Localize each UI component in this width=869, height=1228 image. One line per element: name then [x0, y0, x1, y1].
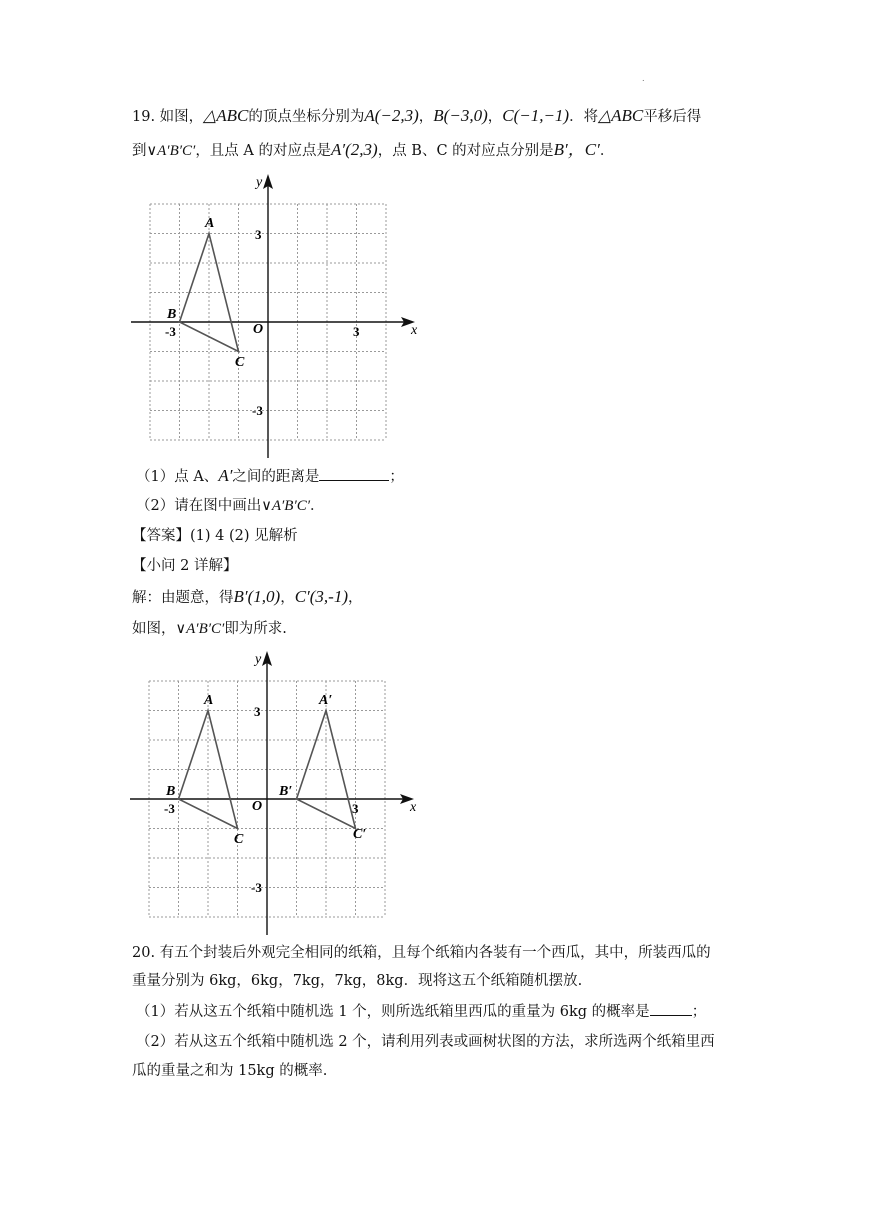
y-axis-label: y — [256, 175, 263, 190]
coordinate-figure-2 — [124, 645, 424, 937]
tick-x-pos3: 3 — [352, 801, 359, 816]
q19-text: ．将 — [569, 109, 599, 125]
q19-text: ，且点 A 的对应点是 — [195, 143, 332, 159]
tick-y-pos3: 3 — [255, 227, 262, 242]
tick-x-neg3: -3 — [164, 801, 175, 816]
origin-label: O — [252, 799, 263, 814]
triangle-a2b2c2: A′B′C′ — [271, 498, 311, 514]
detail-title: 【小问 2 详解】 — [132, 558, 238, 574]
label-b-prime: B′ — [279, 784, 293, 799]
point-b2-coord: B′(1,0) — [233, 587, 281, 606]
sub1-text: 之间的距离是 — [232, 469, 320, 485]
answer-blank[interactable] — [650, 1001, 692, 1016]
sub2-text: （2）请在图中画出∨ — [136, 498, 272, 514]
point-c2-coord: C′(3,-1) — [294, 587, 348, 606]
sub2-text: ． — [310, 498, 325, 514]
label-b: B — [167, 307, 177, 322]
answer-line: 【答案】(1) 4 (2) 见解析 — [132, 528, 298, 544]
solution-line1 — [132, 587, 362, 608]
q20-line1: 20. 有五个封装后外观完全相同的纸箱，且每个纸箱内各装有一个西瓜，其中，所装西瓜的 — [132, 945, 711, 961]
sub1-text: （1）点 A、 — [136, 469, 219, 485]
triangle-a2b2c2: A′B′C′ — [157, 143, 196, 159]
q20-sub2-line2: 瓜的重量之和为 15kg 的概率. — [132, 1063, 328, 1079]
separator: ， — [347, 590, 363, 606]
answer-blank[interactable] — [319, 466, 389, 481]
triangle-abc: △ABC — [203, 106, 249, 125]
q19-line1 — [132, 106, 701, 127]
solution-text: 如图，∨ — [132, 621, 187, 637]
sub1-text: （1）若从这五个纸箱中随机选 1 个，则所选纸箱里西瓜的重量为 6kg 的概率是 — [136, 1004, 650, 1020]
label-b: B — [166, 784, 176, 799]
label-c: C — [234, 832, 244, 847]
q19-sub2 — [136, 496, 325, 516]
point-a-coord: A(−2,3) — [364, 106, 419, 125]
label-c-prime: C′ — [353, 827, 367, 842]
triangle-abc: △ABC — [598, 106, 644, 125]
triangle-a2b2c2: A′B′C′ — [186, 621, 225, 637]
q20-sub1 — [136, 1001, 706, 1022]
tick-y-pos3: 3 — [254, 704, 261, 719]
solution-text: 解：由题意，得 — [132, 590, 234, 606]
point-c-coord: C(−1,−1) — [502, 106, 570, 125]
tick-x-pos3: 3 — [353, 324, 360, 339]
separator: ， — [487, 109, 503, 125]
sub1-text: ； — [389, 469, 404, 485]
solution-text: 即为所求. — [224, 621, 287, 637]
q19-sub1 — [136, 466, 404, 487]
point-a2: A′ — [218, 466, 233, 485]
q19-text: ，点 B、C 的对应点分别是 — [377, 143, 554, 159]
y-axis-label: y — [255, 652, 262, 667]
q19-text: 平移后得 — [643, 109, 702, 125]
points-b2-c2: B′，C′ — [553, 140, 600, 159]
x-axis-label: x — [410, 800, 417, 815]
sub1-text: ； — [691, 1004, 707, 1020]
separator: ， — [280, 590, 295, 606]
separator: ， — [418, 109, 434, 125]
q20-sub2-line1: （2）若从这五个纸箱中随机选 2 个，请利用列表或画树状图的方法，求所选两个纸箱里西 — [136, 1034, 715, 1050]
label-a: A — [204, 693, 214, 708]
point-a2-coord: A′(2,3) — [331, 140, 378, 159]
q19-line2 — [132, 140, 614, 161]
tick-y-neg3: -3 — [251, 880, 262, 895]
tick-y-neg3: -3 — [252, 403, 263, 418]
q19-text: ． — [599, 143, 615, 159]
q19-text: 到∨ — [132, 143, 158, 159]
q19-text: 的顶点坐标分别为 — [248, 109, 365, 125]
q19-text: 19. 如图， — [132, 109, 204, 125]
label-a-prime: A′ — [319, 693, 333, 708]
tick-x-neg3: -3 — [165, 324, 176, 339]
x-axis-label: x — [411, 323, 418, 338]
page-mark: . — [642, 74, 645, 83]
solution-line2 — [132, 619, 287, 639]
q20-line2: 重量分别为 6kg，6kg，7kg，7kg，8kg．现将这五个纸箱随机摆放. — [132, 973, 583, 989]
label-c: C — [235, 355, 245, 370]
coordinate-figure-1 — [125, 168, 425, 460]
point-b-coord: B(−3,0) — [433, 106, 488, 125]
origin-label: O — [253, 322, 264, 337]
label-a: A — [205, 216, 215, 231]
